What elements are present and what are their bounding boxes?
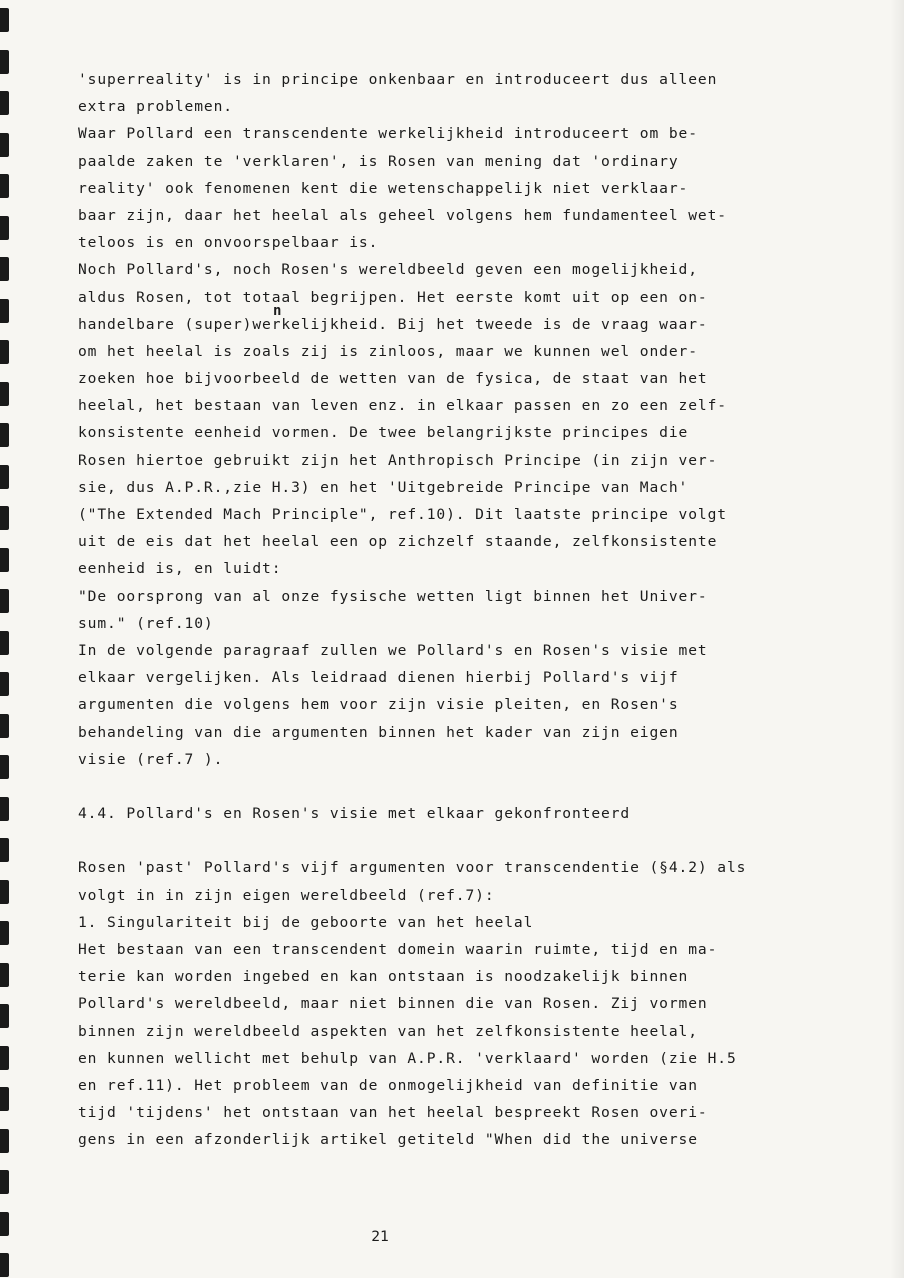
binding-ring	[0, 755, 9, 779]
text-line: ("The Extended Mach Principle", ref.10). Dit laatste principe volgt	[78, 506, 727, 523]
binding-ring	[0, 631, 9, 655]
text-line: handelbare (super)werkelijkheid. Bij het tweede is de vraag waar-	[78, 315, 708, 333]
text-line: om het heelal is zoals zij is zinloos, maar we kunnen wel onder-	[78, 342, 698, 360]
page-number: 21	[371, 1228, 389, 1245]
binding-ring	[0, 1087, 9, 1111]
text-line: "De oorsprong van al onze fysische wetten ligt binnen het Univer-	[78, 587, 708, 605]
binding-ring	[0, 257, 9, 281]
text-line: terie kan worden ingebed en kan ontstaan is noodzakelijk binnen	[78, 968, 689, 986]
binding-ring	[0, 1170, 9, 1194]
text-line: sum." (ref.10)	[78, 614, 214, 632]
section-heading: 4.4. Pollard's en Rosen's visie met elkaar gekonfronteerd	[78, 805, 631, 823]
text-line: volgt in in zijn eigen wereldbeeld (ref.7):	[78, 886, 495, 904]
binding-ring	[0, 838, 9, 862]
text-line: aldus Rosen, tot totaal begrijpen. Het eerste komt uit op een on-	[78, 288, 708, 306]
binding-ring	[0, 133, 9, 157]
binding-ring	[0, 506, 9, 530]
text-line: In de volgende paragraaf zullen we Pollard's en Rosen's visie met	[78, 641, 708, 659]
text-line: Het bestaan van een transcendent domein waarin ruimte, tijd en ma-	[78, 941, 718, 958]
binding-ring	[0, 50, 9, 74]
binding-ring	[0, 423, 9, 447]
binding-ring	[0, 1004, 9, 1028]
paragraph-gap	[78, 827, 838, 854]
subheading: 1. Singulariteit bij de geboorte van het heelal	[78, 913, 534, 931]
binding-ring	[0, 216, 9, 240]
text-line: baar zijn, daar het heelal als geheel volgens hem fundamenteel wet-	[78, 206, 727, 224]
text-line: paalde zaken te 'verklaren', is Rosen van mening dat 'ordinary	[78, 152, 679, 170]
text-line: konsistente eenheid vormen. De twee belangrijkste principes die	[78, 424, 689, 442]
binding-ring	[0, 340, 9, 364]
text-line: en ref.11). Het probleem van de onmogelijkheid van definitie van	[78, 1076, 698, 1094]
binding-ring	[0, 465, 9, 489]
text-line: Rosen 'past' Pollard's vijf argumenten voor transcendentie (§4.2) als	[78, 859, 747, 877]
binding-ring	[0, 382, 9, 406]
text-line: 'superreality' is in principe onkenbaar en introduceert dus alleen	[78, 71, 718, 88]
text-line: en kunnen wellicht met behulp van A.P.R. 'verklaard' worden (zie H.5	[78, 1049, 737, 1067]
binding-ring	[0, 8, 9, 32]
text-line: behandeling van die argumenten binnen het kader van zijn eigen	[78, 723, 679, 741]
text-line: Noch Pollard's, noch Rosen's wereldbeeld geven een mogelijkheid,	[78, 261, 698, 279]
binding-ring	[0, 91, 9, 115]
binding-ring	[0, 921, 9, 945]
body-text	[78, 66, 838, 1154]
page-edge-shadow	[890, 0, 904, 1278]
binding-ring	[0, 1253, 9, 1277]
text-line: elkaar vergelijken. Als leidraad dienen hierbij Pollard's vijf	[78, 669, 679, 687]
text-line: tijd 'tijdens' het ontstaan van het heelal bespreekt Rosen overi-	[78, 1104, 708, 1122]
text-line: eenheid is, en luidt:	[78, 560, 282, 578]
text-line: teloos is en onvoorspelbaar is.	[78, 234, 379, 252]
text-line: heelal, het bestaan van leven enz. in elkaar passen en zo een zelf-	[78, 397, 727, 415]
text-line: Rosen hiertoe gebruikt zijn het Anthropisch Principe (in zijn ver-	[78, 451, 718, 469]
binding-ring	[0, 1129, 9, 1153]
binding-ring	[0, 589, 9, 613]
handwritten-correction-mark: n	[273, 303, 282, 319]
text-line: reality' ook fenomenen kent die wetenschappelijk niet verklaar-	[78, 179, 689, 197]
text-line: visie (ref.7 ).	[78, 750, 224, 768]
binding-ring	[0, 299, 9, 323]
spiral-binding	[0, 0, 12, 1278]
binding-ring	[0, 797, 9, 821]
text-line: Pollard's wereldbeeld, maar niet binnen die van Rosen. Zij vormen	[78, 995, 708, 1013]
binding-ring	[0, 1046, 9, 1070]
text-line: binnen zijn wereldbeeld aspekten van het zelfkonsistente heelal,	[78, 1022, 698, 1040]
binding-ring	[0, 672, 9, 696]
text-line: argumenten die volgens hem voor zijn visie pleiten, en Rosen's	[78, 696, 679, 714]
paragraph-gap	[78, 773, 838, 800]
binding-ring	[0, 880, 9, 904]
binding-ring	[0, 963, 9, 987]
binding-ring	[0, 174, 9, 198]
text-line: Waar Pollard een transcendente werkelijkheid introduceert om be-	[78, 125, 698, 143]
text-line: uit de eis dat het heelal een op zichzelf staande, zelfkonsistente	[78, 533, 718, 551]
binding-ring	[0, 714, 9, 738]
binding-ring	[0, 548, 9, 572]
text-line: gens in een afzonderlijk artikel getiteld "When did the universe	[78, 1131, 698, 1149]
text-line: zoeken hoe bijvoorbeeld de wetten van de fysica, de staat van het	[78, 370, 708, 388]
text-line: sie, dus A.P.R.,zie H.3) en het 'Uitgebreide Principe van Mach'	[78, 478, 689, 496]
text-line: extra problemen.	[78, 98, 233, 116]
